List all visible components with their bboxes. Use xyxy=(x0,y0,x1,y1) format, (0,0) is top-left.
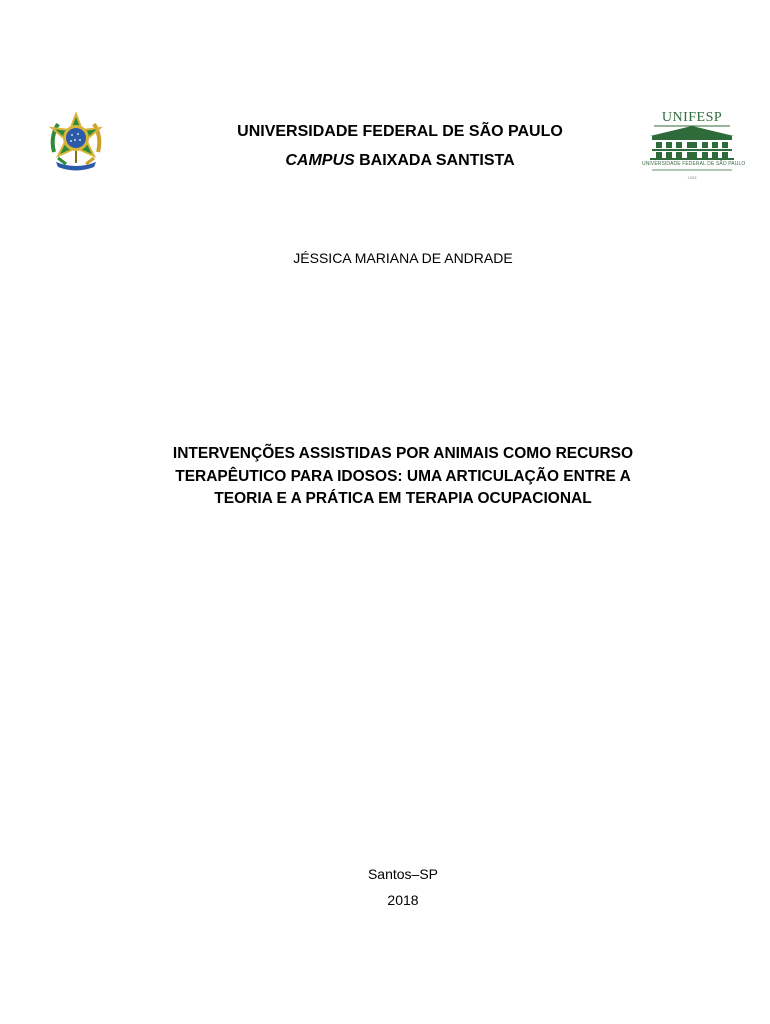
title-line: TEORIA E A PRÁTICA EM TERAPIA OCUPACIONAL xyxy=(214,490,592,507)
university-name: UNIVERSIDADE FEDERAL DE SÃO PAULO xyxy=(237,123,563,140)
document-footer xyxy=(0,861,770,913)
document-title xyxy=(100,443,706,511)
title-line: TERAPÊUTICO PARA IDOSOS: UMA ARTICULAÇÃO ENTRE A xyxy=(175,467,631,485)
brazil-coat-of-arms-icon xyxy=(44,112,108,174)
logo-subtitle: UNIVERSIDADE FEDERAL DE SÃO PAULO xyxy=(642,161,746,167)
campus-name xyxy=(120,146,680,175)
campus-location: BAIXADA SANTISTA xyxy=(354,152,515,169)
location: Santos–SP xyxy=(367,866,439,882)
institution-header xyxy=(120,117,680,175)
logo-year: 1933 xyxy=(687,175,697,180)
campus-label: CAMPUS xyxy=(285,152,355,169)
author-name: JÉSSICA MARIANA DE ANDRADE xyxy=(293,250,513,266)
logo-name: UNIFESP xyxy=(661,110,723,125)
year: 2018 xyxy=(387,892,419,908)
title-line: INTERVENÇÕES ASSISTIDAS POR ANIMAIS COMO RECURSO xyxy=(172,445,634,462)
